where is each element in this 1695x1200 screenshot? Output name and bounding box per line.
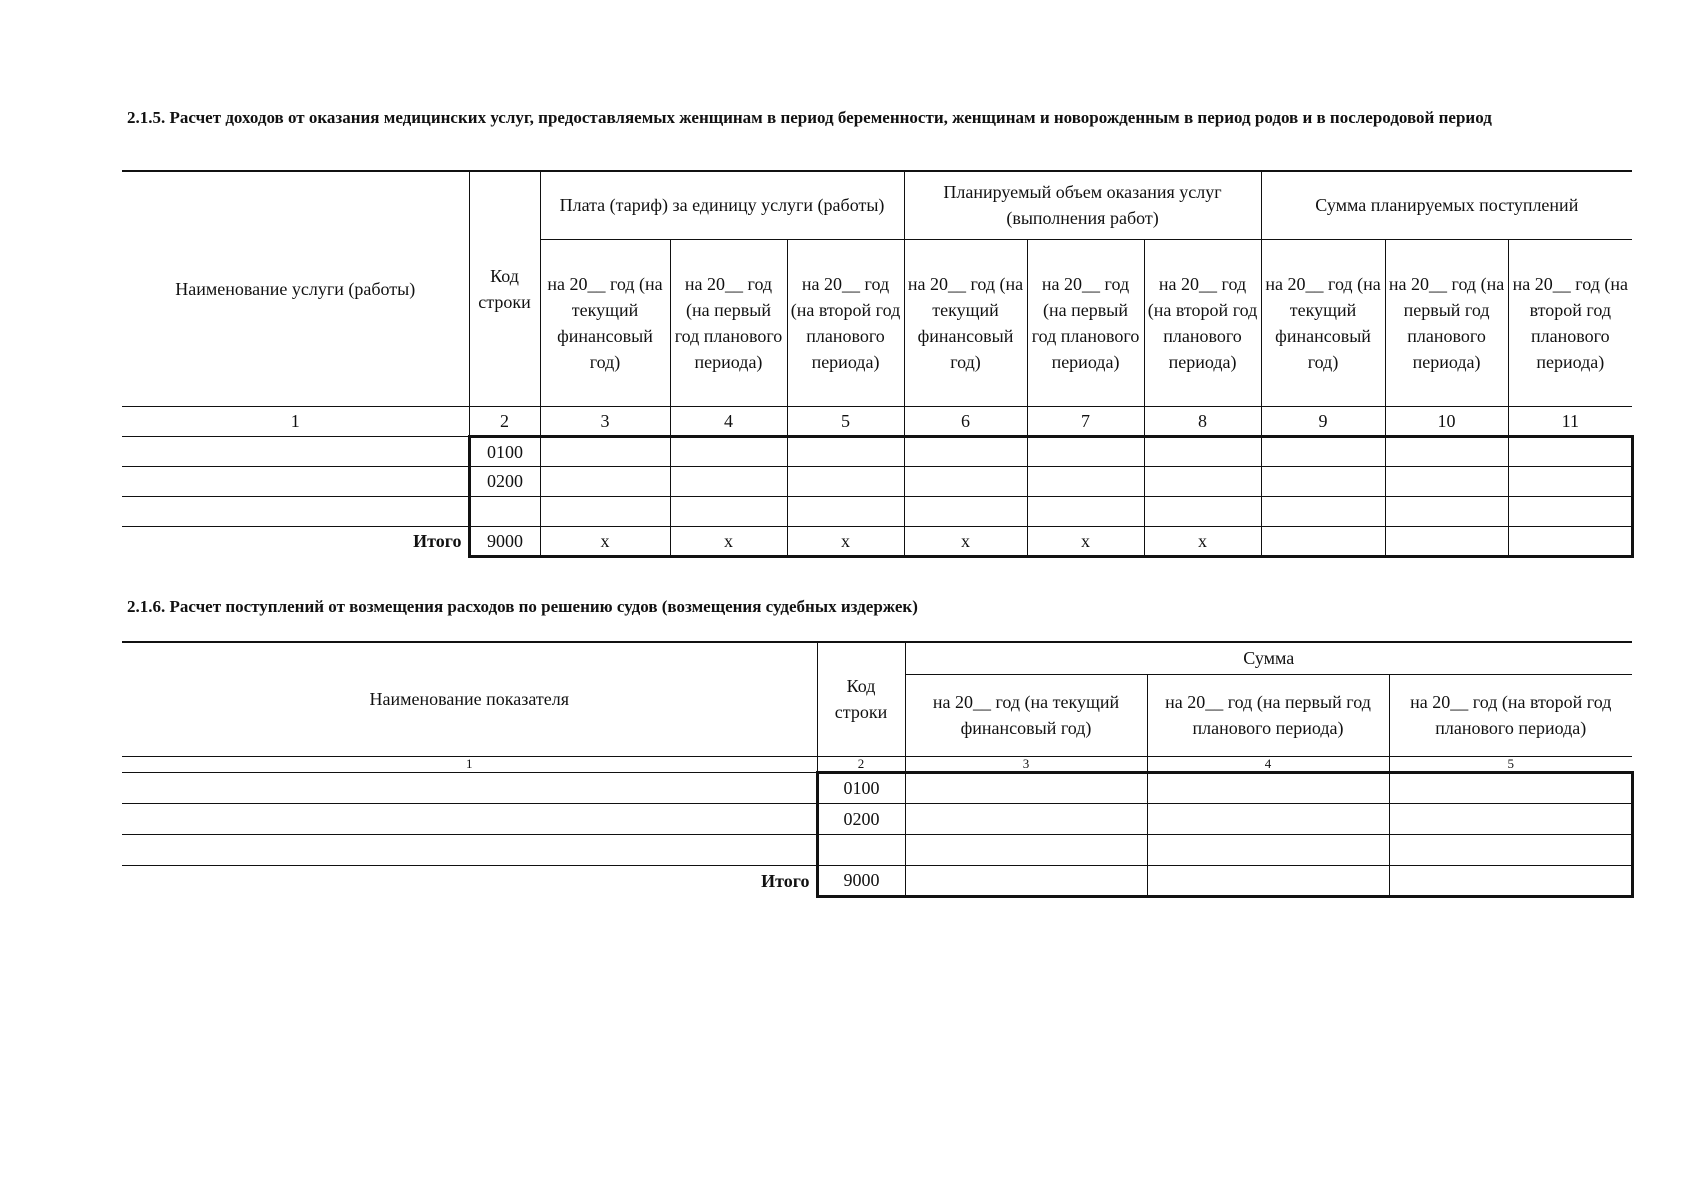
table-row	[122, 834, 1632, 865]
header-volume-first: на 20__ год (на первый год планового периода)	[1027, 239, 1144, 406]
data-cell[interactable]	[1147, 772, 1389, 803]
header-price-current: на 20__ год (на текущий финансовый год)	[540, 239, 670, 406]
data-cell[interactable]	[540, 436, 670, 466]
header-volume-current: на 20__ год (на текущий финансовый год)	[904, 239, 1027, 406]
data-cell[interactable]	[787, 466, 904, 496]
header-code: Код строки	[817, 642, 905, 756]
total-row	[122, 865, 1632, 896]
data-cell[interactable]	[1508, 436, 1632, 466]
column-number: 8	[1144, 406, 1261, 436]
row-code-cell: 0100	[469, 436, 540, 466]
header-group-sum: Сумма планируемых поступлений	[1261, 171, 1632, 239]
column-number: 9	[1261, 406, 1385, 436]
data-cell[interactable]	[1385, 466, 1508, 496]
row-code-cell	[817, 834, 905, 865]
section-2-1-6-title: 2.1.6. Расчет поступлений от возмещения расходов по решению судов (возмещения судебных издержек)	[127, 597, 918, 616]
total-cell[interactable]	[1147, 865, 1389, 896]
data-cell[interactable]	[1508, 496, 1632, 526]
data-cell[interactable]	[540, 466, 670, 496]
column-number: 10	[1385, 406, 1508, 436]
column-number: 3	[905, 756, 1147, 772]
row-code-cell: 0100	[817, 772, 905, 803]
table-row	[122, 436, 1632, 466]
row-code-cell	[469, 496, 540, 526]
total-cell[interactable]	[1389, 865, 1632, 896]
data-cell[interactable]	[904, 436, 1027, 466]
row-name-cell[interactable]	[122, 436, 469, 466]
header-sum-second: на 20__ год (на второй год планового периода)	[1508, 239, 1632, 406]
row-name-cell[interactable]	[122, 466, 469, 496]
data-cell[interactable]	[670, 496, 787, 526]
data-cell[interactable]	[905, 803, 1147, 834]
total-cell: х	[540, 526, 670, 556]
row-name-cell[interactable]	[122, 803, 817, 834]
data-cell[interactable]	[787, 436, 904, 466]
header-sum-first: на 20__ год (на первый год планового периода)	[1385, 239, 1508, 406]
column-number: 5	[1389, 756, 1632, 772]
total-cell: х	[904, 526, 1027, 556]
data-cell[interactable]	[540, 496, 670, 526]
total-cell[interactable]	[905, 865, 1147, 896]
table-row	[122, 803, 1632, 834]
total-cell[interactable]	[1385, 526, 1508, 556]
data-cell[interactable]	[1147, 803, 1389, 834]
column-number: 4	[670, 406, 787, 436]
total-cell: х	[787, 526, 904, 556]
data-cell[interactable]	[1385, 436, 1508, 466]
total-row	[122, 526, 1632, 556]
data-cell[interactable]	[787, 496, 904, 526]
data-cell[interactable]	[1144, 436, 1261, 466]
data-cell[interactable]	[1508, 466, 1632, 496]
data-cell[interactable]	[1144, 466, 1261, 496]
data-cell[interactable]	[1027, 496, 1144, 526]
header-group-price: Плата (тариф) за единицу услуги (работы)	[540, 171, 904, 239]
total-cell: х	[1027, 526, 1144, 556]
table-row	[122, 466, 1632, 496]
row-name-cell[interactable]	[122, 496, 469, 526]
data-cell[interactable]	[1027, 466, 1144, 496]
header-name: Наименование услуги (работы)	[122, 171, 469, 406]
table-2-1-5	[122, 170, 1634, 558]
column-number: 5	[787, 406, 904, 436]
data-cell[interactable]	[1147, 834, 1389, 865]
header-sum-second: на 20__ год (на второй год планового периода)	[1389, 674, 1632, 756]
data-cell[interactable]	[1389, 803, 1632, 834]
total-cell[interactable]	[1508, 526, 1632, 556]
section-2-1-5-title: 2.1.5. Расчет доходов от оказания медицинских услуг, предоставляемых женщинам в период беременности, женщинам и новорожденным в период родов и в послеродовой период	[127, 108, 1492, 127]
total-code-cell: 9000	[469, 526, 540, 556]
data-cell[interactable]	[1261, 496, 1385, 526]
table-row	[122, 496, 1632, 526]
table-2-1-6	[122, 641, 1634, 898]
column-number: 1	[122, 406, 469, 436]
column-number: 11	[1508, 406, 1632, 436]
row-code-cell: 0200	[817, 803, 905, 834]
column-number: 6	[904, 406, 1027, 436]
total-cell: х	[670, 526, 787, 556]
data-cell[interactable]	[1144, 496, 1261, 526]
data-cell[interactable]	[904, 466, 1027, 496]
data-cell[interactable]	[670, 436, 787, 466]
data-cell[interactable]	[1261, 466, 1385, 496]
data-cell[interactable]	[905, 772, 1147, 803]
total-cell: х	[1144, 526, 1261, 556]
header-name: Наименование показателя	[122, 642, 817, 756]
data-cell[interactable]	[905, 834, 1147, 865]
header-sum-first: на 20__ год (на первый год планового периода)	[1147, 674, 1389, 756]
column-number: 1	[122, 756, 817, 772]
column-number: 3	[540, 406, 670, 436]
column-number: 7	[1027, 406, 1144, 436]
header-group-volume: Планируемый объем оказания услуг (выполнения работ)	[904, 171, 1261, 239]
header-price-first: на 20__ год (на первый год планового периода)	[670, 239, 787, 406]
header-group-sum: Сумма	[905, 642, 1632, 674]
data-cell[interactable]	[670, 466, 787, 496]
data-cell[interactable]	[1261, 436, 1385, 466]
table-row	[122, 772, 1632, 803]
data-cell[interactable]	[1389, 772, 1632, 803]
column-number: 4	[1147, 756, 1389, 772]
header-price-second: на 20__ год (на второй год планового периода)	[787, 239, 904, 406]
header-code: Код строки	[469, 171, 540, 406]
data-cell[interactable]	[1385, 496, 1508, 526]
total-code-cell: 9000	[817, 865, 905, 896]
total-label: Итого	[122, 526, 469, 556]
row-name-cell[interactable]	[122, 834, 817, 865]
column-number: 2	[469, 406, 540, 436]
total-label: Итого	[122, 865, 817, 896]
data-cell[interactable]	[1027, 436, 1144, 466]
column-number: 2	[817, 756, 905, 772]
total-cell[interactable]	[1261, 526, 1385, 556]
header-volume-second: на 20__ год (на второй год планового периода)	[1144, 239, 1261, 406]
data-cell[interactable]	[1389, 834, 1632, 865]
header-sum-current: на 20__ год (на текущий финансовый год)	[1261, 239, 1385, 406]
data-cell[interactable]	[904, 496, 1027, 526]
header-sum-current: на 20__ год (на текущий финансовый год)	[905, 674, 1147, 756]
row-code-cell: 0200	[469, 466, 540, 496]
row-name-cell[interactable]	[122, 772, 817, 803]
